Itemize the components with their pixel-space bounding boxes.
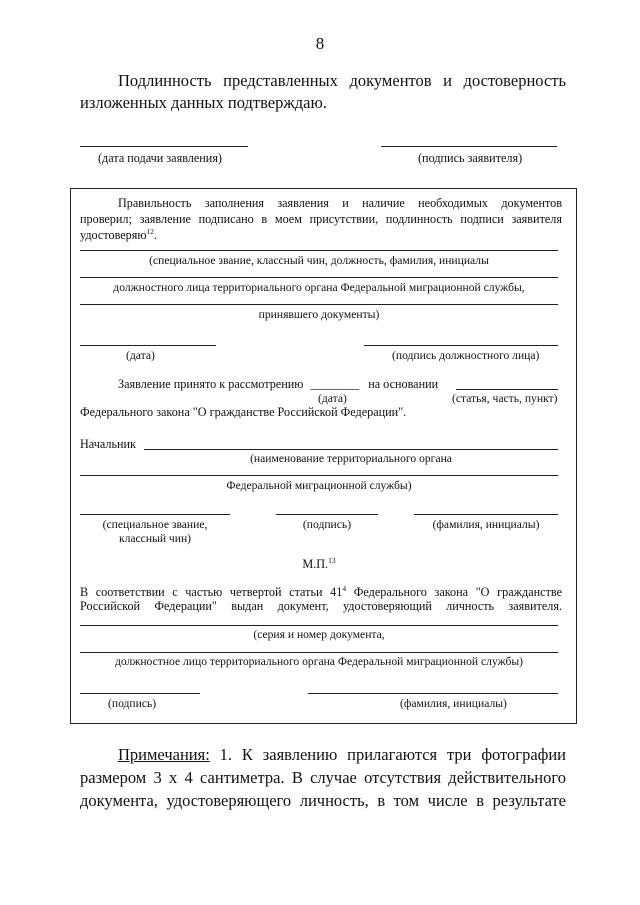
official-signature-line xyxy=(364,345,558,346)
name-line xyxy=(414,514,558,515)
submission-date-caption: (дата подачи заявления) xyxy=(98,151,222,165)
notes-line-3: документа, удостоверяющего личность, в том числе в результате xyxy=(80,791,566,810)
series-line xyxy=(80,625,558,626)
org-line xyxy=(144,449,558,450)
fms-line xyxy=(80,475,558,476)
accepted-for-review-text xyxy=(118,377,438,392)
accepted-line xyxy=(80,304,558,305)
rank-caption: (специальное звание, классный чин, должность, фамилия, инициалы xyxy=(149,254,489,267)
notes-line-1 xyxy=(118,745,566,765)
name-caption: (фамилия, инициалы) xyxy=(432,518,540,531)
fms-caption: Федеральной миграционной службы) xyxy=(226,479,412,492)
stamp-text: М.П. xyxy=(302,557,329,572)
rank2-caption-2: классный чин) xyxy=(118,532,192,545)
page-number: 8 xyxy=(315,34,325,53)
applicant-signature-line xyxy=(381,146,557,147)
rank-line xyxy=(80,250,558,251)
footnote-12: 12 xyxy=(146,227,154,236)
issue-line-2: Российской Федерации" выдан документ, удостоверяющий личность заявителя. xyxy=(80,599,562,613)
footnote-13: 13 xyxy=(328,556,336,565)
issue-text-a: В соответствии с частью четвертой статьи 41 xyxy=(80,585,343,600)
notes-label: Примечания: xyxy=(118,745,210,764)
name2-line xyxy=(308,693,558,694)
issuer-line xyxy=(80,652,558,653)
signature2-line xyxy=(80,693,200,694)
submission-date-line xyxy=(80,146,248,147)
issue-line-1 xyxy=(80,584,562,600)
accepted-prefix: Заявление принято к рассмотрению xyxy=(118,377,304,391)
signature2-caption: (подпись) xyxy=(108,697,157,710)
series-caption: (серия и номер документа, xyxy=(253,628,385,641)
rank2-line xyxy=(80,514,230,515)
notes-line-1-text: 1. К заявлению прилагаются три фотографии xyxy=(209,745,566,764)
signature-line xyxy=(276,514,378,515)
org-caption: (наименование территориального органа xyxy=(250,452,452,465)
issuer-caption: должностное лицо территориального органа Федеральной миграционной службы) xyxy=(114,655,524,668)
verification-para-text: удостоверяю xyxy=(80,228,147,243)
attestation-line-1: Подлинность представленных документов и достоверность xyxy=(118,71,566,90)
accepted-caption: принявшего документы) xyxy=(258,308,380,321)
accepted-basis: на основании xyxy=(368,377,439,391)
attestation-line-2: изложенных данных подтверждаю. xyxy=(80,93,327,112)
date-line xyxy=(80,345,216,346)
article-line xyxy=(456,389,558,390)
accepted-date-blank: ________ xyxy=(310,377,360,391)
verification-para-line-2: проверил; заявление подписано в моем присутствии, подлинность подписи заявителя xyxy=(80,212,562,226)
law-line: Федерального закона "О гражданстве Российской Федерации". xyxy=(80,405,407,419)
rank2-caption-1: (специальное звание, xyxy=(102,518,208,531)
issue-text-b: Федерального закона "О гражданстве xyxy=(346,585,562,600)
verification-para-line-1: Правильность заполнения заявления и наличие необходимых документов xyxy=(118,196,562,210)
official-caption: должностного лица территориального органа Федеральной миграционной службы, xyxy=(113,281,525,294)
applicant-signature-caption: (подпись заявителя) xyxy=(418,151,523,165)
date-caption: (дата) xyxy=(126,349,155,362)
article-caption: (статья, часть, пункт) xyxy=(452,392,558,405)
notes-line-2: размером 3 х 4 сантиметра. В случае отсутствия действительного xyxy=(80,768,566,787)
official-line xyxy=(80,277,558,278)
verification-para-line-3: удостоверяю$^{12}$. xyxy=(80,227,158,243)
article-sup: 4 xyxy=(342,584,347,593)
official-signature-caption: (подпись должностного лица) xyxy=(392,349,540,362)
head-label: Начальник xyxy=(80,437,136,451)
name2-caption: (фамилия, инициалы) xyxy=(400,697,507,710)
date-caption-2: (дата) xyxy=(318,392,347,405)
stamp-label xyxy=(80,556,558,572)
signature-caption: (подпись) xyxy=(302,518,352,531)
